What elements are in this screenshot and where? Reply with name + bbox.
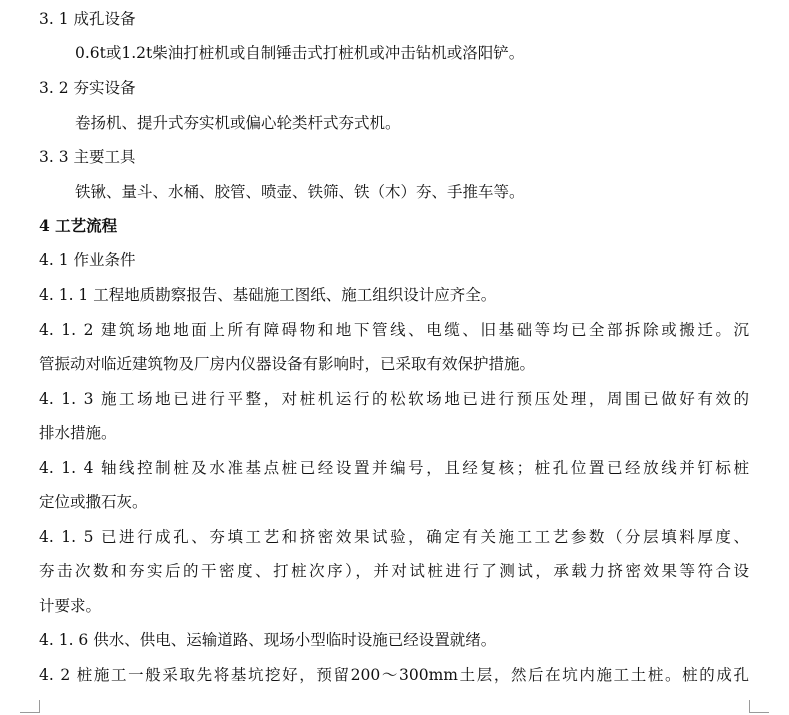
paragraph-3-3-body: 铁锹、量斗、水桶、胶管、喷壶、铁筛、铁（木）夯、手推车等。	[75, 183, 525, 201]
paragraph-4-1-4-line2: 定位或撒石灰。	[39, 493, 148, 511]
paragraph-4-1-2-line2: 管振动对临近建筑物及厂房内仪器设备有影响时，已采取有效保护措施。	[39, 355, 536, 373]
heading-3-1: 3. 1 成孔设备	[39, 10, 136, 28]
paragraph-4-1-3-line2: 排水措施。	[39, 424, 117, 442]
paragraph-3-1-body: 0.6t或1.2t柴油打桩机或自制锤击式打桩机或冲击钻机或洛阳铲。	[75, 44, 525, 62]
heading-4: 4 工艺流程	[39, 216, 118, 235]
crop-mark-left-horizontal	[20, 712, 40, 713]
paragraph-4-1-1: 4. 1. 1 工程地质勘察报告、基础施工图纸、施工组织设计应齐全。	[39, 286, 497, 304]
paragraph-4-2-line1: 4. 2 桩施工一般采取先将基坑挖好，预留200～300mm土层，然后在坑内施工土桩。桩的成孔	[39, 666, 749, 684]
crop-mark-right-horizontal	[749, 712, 769, 713]
heading-3-3: 3. 3 主要工具	[39, 148, 136, 166]
paragraph-4-1-6: 4. 1. 6 供水、供电、运输道路、现场小型临时设施已经设置就绪。	[39, 631, 497, 649]
paragraph-4-1-5-line1: 4. 1. 5 已进行成孔、夯填工艺和挤密效果试验，确定有关施工工艺参数（分层填料厚度、	[39, 528, 749, 546]
paragraph-4-1-2-line1: 4. 1. 2 建筑场地地面上所有障碍物和地下管线、电缆、旧基础等均已全部拆除或搬迁。沉	[39, 321, 749, 339]
heading-3-2: 3. 2 夯实设备	[39, 79, 136, 97]
crop-mark-right-vertical	[749, 700, 750, 713]
crop-mark-left-vertical	[39, 700, 40, 713]
heading-4-1: 4. 1 作业条件	[39, 251, 136, 269]
paragraph-4-1-5-line3: 计要求。	[39, 597, 102, 615]
paragraph-4-1-3-line1: 4. 1. 3 施工场地已进行平整，对桩机运行的松软场地已进行预压处理，周围已做好有效的	[39, 390, 749, 408]
paragraph-4-1-4-line1: 4. 1. 4 轴线控制桩及水准基点桩已经设置并编号，且经复核；桩孔位置已经放线并钉标桩	[39, 459, 749, 477]
paragraph-4-1-5-line2: 夯击次数和夯实后的干密度、打桩次序），并对试桩进行了测试，承载力挤密效果等符合设	[39, 562, 749, 580]
paragraph-3-2-body: 卷扬机、提升式夯实机或偏心轮类杆式夯式机。	[75, 114, 401, 132]
